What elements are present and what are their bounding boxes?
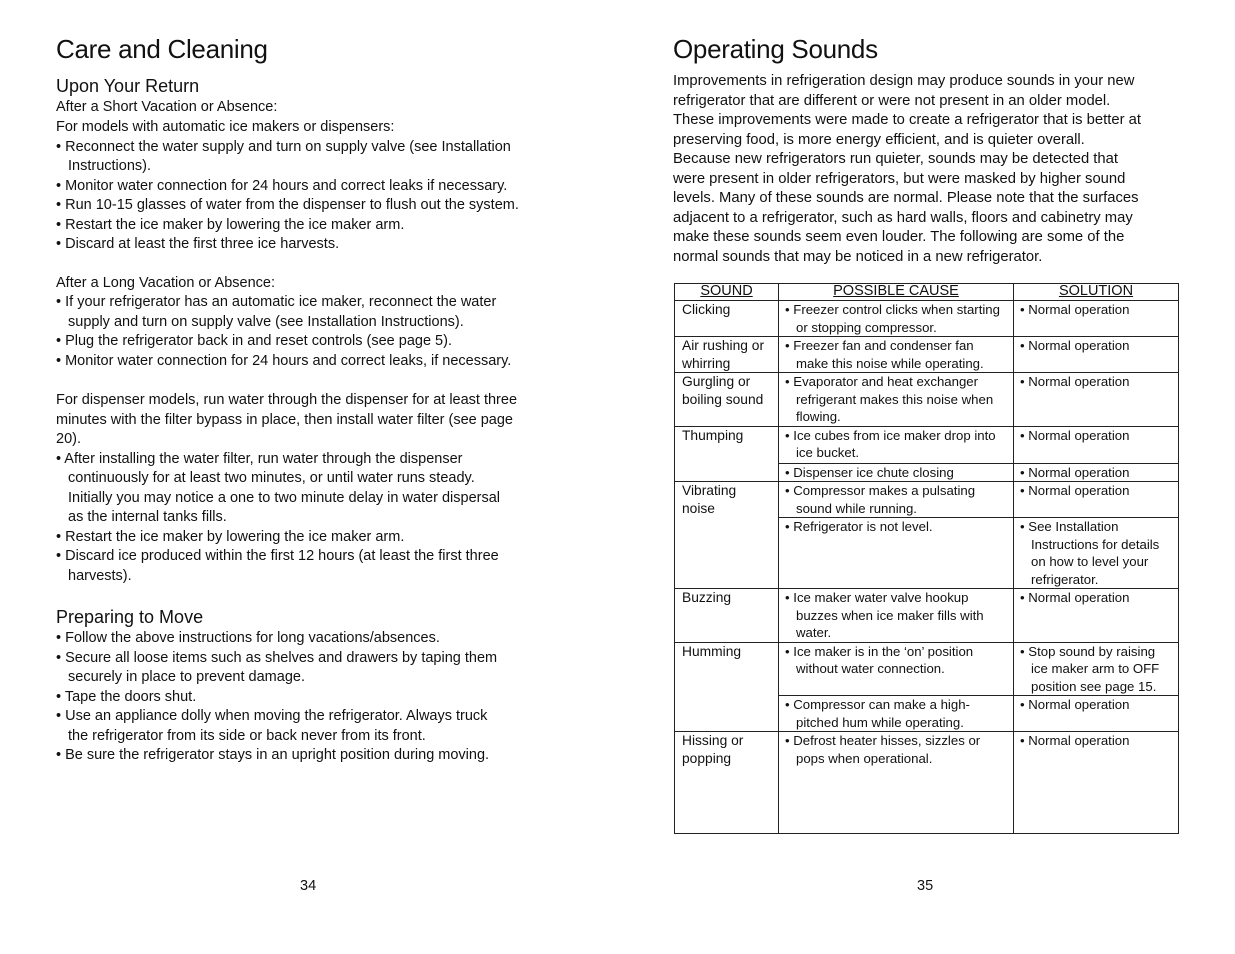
text-line: • Discard at least the first three ice harvests. bbox=[56, 236, 340, 252]
table-row bbox=[675, 696, 1179, 732]
solution-text: • Normal operation bbox=[1020, 427, 1130, 443]
text-line: Instructions). bbox=[68, 158, 151, 174]
solution-cell bbox=[1014, 589, 1179, 643]
cause-cell bbox=[779, 732, 1014, 834]
intro-line: adjacent to a refrigerator, such as hard walls, floors and cabinetry may bbox=[673, 209, 1133, 226]
cause-text: • Ice cubes from ice maker drop into ice bucket. bbox=[785, 427, 996, 460]
intro-line: normal sounds that may be noticed in a new refrigerator. bbox=[673, 248, 1043, 265]
solution-cell bbox=[1014, 373, 1179, 427]
cause-cell bbox=[779, 518, 1014, 589]
cause-text: • Compressor can make a high-pitched hum while operating. bbox=[785, 697, 970, 730]
text-line: • Use an appliance dolly when moving the refrigerator. Always truck bbox=[56, 708, 488, 724]
long-vacation-text bbox=[56, 293, 511, 371]
intro-line: were present in older refrigerators, but were masked by higher sound bbox=[673, 170, 1126, 187]
header-solution: SOLUTION bbox=[1014, 284, 1179, 301]
table-row bbox=[675, 482, 1179, 518]
text-line: • After installing the water filter, run water through the dispenser bbox=[56, 450, 463, 467]
text-line: supply and turn on supply valve (see Installation Instructions). bbox=[68, 313, 464, 330]
text-line: For dispenser models, run water through the dispenser for at least three bbox=[56, 392, 518, 408]
sound-cell bbox=[675, 518, 779, 589]
text-line: 20). bbox=[56, 431, 81, 447]
text-line: • Restart the ice maker by lowering the ice maker arm. bbox=[56, 216, 405, 233]
text-line: • Restart the ice maker by lowering the ice maker arm. bbox=[56, 528, 405, 545]
cause-text: • Refrigerator is not level. bbox=[785, 519, 933, 534]
text-line: • Monitor water connection for 24 hours and correct leaks if necessary. bbox=[56, 177, 508, 194]
cause-cell bbox=[779, 301, 1014, 337]
solution-text: • See Installation Instructions for details on how to level your refrigerator. bbox=[1020, 519, 1160, 587]
cause-text: • Compressor makes a pulsating sound while running. bbox=[785, 483, 976, 516]
header-possible-cause: POSSIBLE CAUSE bbox=[779, 284, 1014, 301]
cause-text: • Dispenser ice chute closing bbox=[785, 464, 954, 480]
table-row bbox=[675, 337, 1179, 373]
cause-cell bbox=[779, 463, 1014, 482]
intro-line: preserving food, is more energy efficient, and is quieter overall. bbox=[673, 131, 1085, 148]
cause-cell bbox=[779, 482, 1014, 518]
cause-text: • Freezer fan and condenser fan make this noise while operating. bbox=[785, 338, 984, 371]
solution-text: • Normal operation bbox=[1020, 338, 1130, 353]
cause-text: • Ice maker is in the ‘on’ position without water connection. bbox=[785, 643, 974, 676]
dispenser-text bbox=[56, 391, 517, 586]
solution-cell bbox=[1014, 301, 1179, 337]
cause-cell bbox=[779, 426, 1014, 463]
sound-cell: Humming bbox=[675, 642, 779, 696]
text-line: • If your refrigerator has an automatic ice maker, reconnect the water bbox=[56, 294, 497, 310]
intro-line: levels. Many of these sounds are normal. Please note that the surfaces bbox=[673, 190, 1139, 206]
table-row bbox=[675, 426, 1179, 463]
text-line: harvests). bbox=[68, 567, 132, 584]
text-line: • Reconnect the water supply and turn on supply valve (see Installation bbox=[56, 138, 511, 155]
intro-line: make these sounds seem even louder. The following are some of the bbox=[673, 229, 1125, 245]
sounds-table bbox=[674, 283, 1179, 834]
text-line: continuously for at least two minutes, or until water runs steady. bbox=[68, 470, 475, 486]
solution-cell bbox=[1014, 482, 1179, 518]
cause-cell bbox=[779, 696, 1014, 732]
text-line: • Be sure the refrigerator stays in an upright position during moving. bbox=[56, 747, 490, 763]
sound-cell: Gurgling or boiling sound bbox=[675, 373, 779, 427]
subheading-short-vacation: After a Short Vacation or Absence: bbox=[56, 99, 278, 115]
text-line: • Follow the above instructions for long vacations/absences. bbox=[56, 630, 440, 646]
solution-text: • Normal operation bbox=[1020, 733, 1130, 748]
intro-line: refrigerator that are different or were not present in an older model. bbox=[673, 92, 1111, 109]
page-title-operating-sounds: Operating Sounds bbox=[673, 34, 878, 64]
text-line: securely in place to prevent damage. bbox=[68, 669, 305, 685]
solution-cell bbox=[1014, 518, 1179, 589]
solution-text: • Normal operation bbox=[1020, 374, 1130, 389]
cause-cell bbox=[779, 642, 1014, 696]
text-line: • Monitor water connection for 24 hours and correct leaks, if necessary. bbox=[56, 352, 512, 369]
solution-text: • Normal operation bbox=[1020, 590, 1130, 605]
sound-cell: Vibrating noise bbox=[675, 482, 779, 518]
heading-preparing-to-move: Preparing to Move bbox=[56, 607, 204, 627]
sound-cell: Air rushing or whirring bbox=[675, 337, 779, 373]
table-row bbox=[675, 373, 1179, 427]
intro-paragraph bbox=[673, 72, 1141, 267]
text-line: • Plug the refrigerator back in and reset controls (see page 5). bbox=[56, 333, 452, 349]
solution-text: • Normal operation bbox=[1020, 483, 1130, 498]
heading-upon-your-return: Upon Your Return bbox=[56, 76, 200, 96]
cause-text: • Freezer control clicks when starting or stopping compressor. bbox=[785, 302, 1000, 335]
intro-line: Because new refrigerators run quieter, sounds may be detected that bbox=[673, 151, 1118, 167]
cause-cell bbox=[779, 589, 1014, 643]
solution-cell bbox=[1014, 732, 1179, 834]
text-line: • Discard ice produced within the first 12 hours (at least the first three bbox=[56, 548, 499, 564]
sound-cell: Hissing or popping bbox=[675, 732, 779, 834]
text-line: • Tape the doors shut. bbox=[56, 688, 197, 705]
cause-cell bbox=[779, 337, 1014, 373]
short-vacation-text bbox=[56, 118, 519, 255]
subheading-long-vacation: After a Long Vacation or Absence: bbox=[56, 275, 275, 291]
sound-cell: Buzzing bbox=[675, 589, 779, 643]
intro-line: These improvements were made to create a refrigerator that is better at bbox=[673, 112, 1141, 128]
preparing-text bbox=[56, 629, 497, 766]
sound-cell bbox=[675, 696, 779, 732]
table-row bbox=[675, 518, 1179, 589]
intro-line: Improvements in refrigeration design may produce sounds in your new bbox=[673, 73, 1135, 89]
solution-text: • Normal operation bbox=[1020, 697, 1130, 712]
solution-text: • Normal operation bbox=[1020, 464, 1130, 480]
text-line: • Run 10-15 glasses of water from the dispenser to flush out the system. bbox=[56, 197, 519, 213]
text-line: as the internal tanks fills. bbox=[68, 509, 227, 525]
table-header-row bbox=[675, 284, 1179, 301]
solution-cell bbox=[1014, 642, 1179, 696]
sound-cell: Thumping bbox=[675, 426, 779, 463]
table-row bbox=[675, 642, 1179, 696]
page-number: 35 bbox=[917, 878, 934, 894]
page-title-care-and-cleaning: Care and Cleaning bbox=[56, 34, 268, 64]
cause-text: • Defrost heater hisses, sizzles or pops when operational. bbox=[785, 733, 981, 766]
table-row bbox=[675, 732, 1179, 834]
solution-cell bbox=[1014, 337, 1179, 373]
solution-cell bbox=[1014, 463, 1179, 482]
solution-text: • Stop sound by raising ice maker arm to OFF position see page 15. bbox=[1020, 643, 1160, 694]
page-number: 34 bbox=[300, 878, 317, 894]
cause-text: • Ice maker water valve hookup buzzes when ice maker fills with water. bbox=[785, 590, 984, 640]
header-sound: SOUND bbox=[675, 284, 779, 301]
solution-cell bbox=[1014, 426, 1179, 463]
text-line: • Secure all loose items such as shelves and drawers by taping them bbox=[56, 649, 498, 666]
text-line: minutes with the filter bypass in place, then install water filter (see page bbox=[56, 411, 513, 428]
text-line: For models with automatic ice makers or dispensers: bbox=[56, 119, 395, 135]
solution-text: • Normal operation bbox=[1020, 302, 1130, 317]
cause-cell bbox=[779, 373, 1014, 427]
table-row bbox=[675, 301, 1179, 337]
table-row bbox=[675, 463, 1179, 482]
text-line: the refrigerator from its side or back never from its front. bbox=[68, 727, 426, 744]
solution-cell bbox=[1014, 696, 1179, 732]
cause-text: • Evaporator and heat exchanger refrigerant makes this noise when flowing. bbox=[785, 374, 994, 424]
sound-cell bbox=[675, 463, 779, 482]
sound-cell: Clicking bbox=[675, 301, 779, 337]
text-line: Initially you may notice a one to two minute delay in water dispersal bbox=[68, 489, 500, 506]
table-row bbox=[675, 589, 1179, 643]
